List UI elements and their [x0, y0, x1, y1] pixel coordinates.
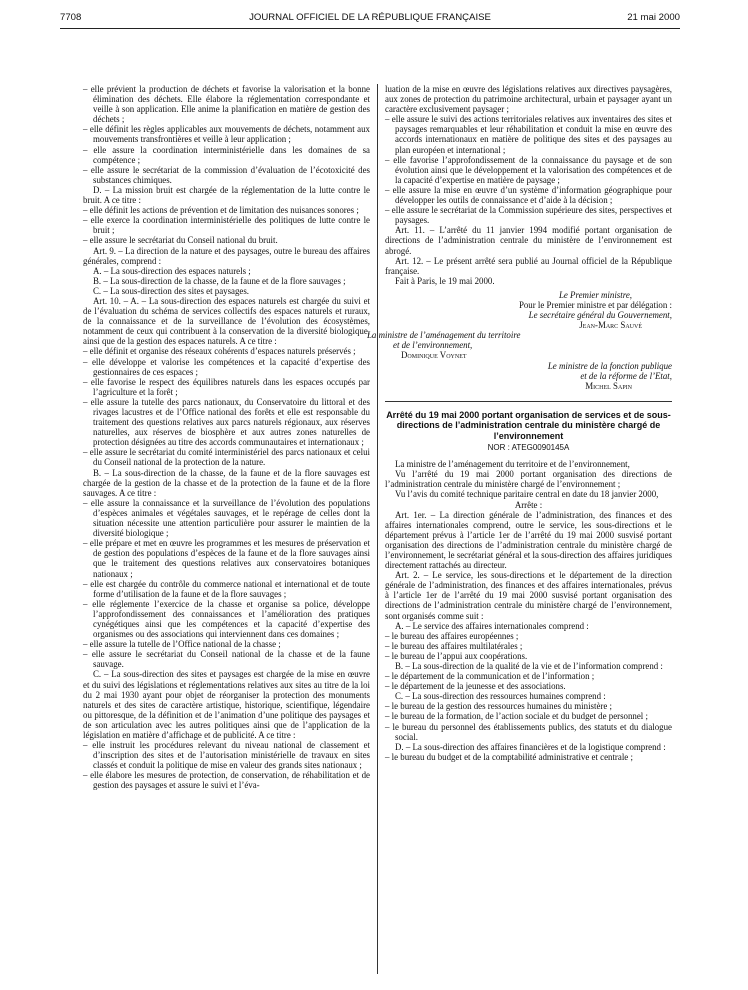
list-item: – elle assure le suivi des actions territoriales relatives aux inventaires des sites et paysages remarquables et leur réhabilitation et conduit la mise en œuvre des accords internationaux en matière de politique des sites et des paysages au plan européen et international ; — [385, 114, 672, 155]
paragraph: Art. 10. – A. – La sous-direction des espaces naturels est chargée du suivi et de l’évaluation du schéma de services collectifs des espaces naturels et ruraux, de la connaissance et de la surveillance de l’évolution des écosystèmes, notamment de ceux qui contribuent à la conservation de la diversité biologique, ainsi que de la gestion des espaces naturels. A ce titre : — [83, 295, 370, 347]
list-item: – elle définit et organise des réseaux cohérents d’espaces naturels préservés ; — [83, 346, 356, 357]
list-item: – elle assure la tutelle de l’Office national de la chasse ; — [83, 639, 281, 650]
signature-fp-title-2: et de la réforme de l’Etat, — [580, 370, 672, 381]
signature-env-name: Dominique Voynet — [401, 350, 467, 361]
header-rule — [60, 28, 680, 29]
column-divider — [377, 84, 378, 974]
paragraph: La ministre de l’aménagement du territoire et de l’environnement, — [395, 459, 630, 470]
list-item: – elle favorise l’approfondissement de la connaissance du paysage et de son évolution ainsi que le développement et la valorisation des compétences et de la capacité d’expertise en matière de paysage ; — [385, 154, 672, 185]
paragraph: C. – La sous-direction des sites et paysages. — [93, 285, 250, 296]
signature-env-title-1: La ministre de l’aménagement du territoire — [367, 330, 521, 341]
list-item: – le bureau des affaires multilatérales ; — [385, 640, 523, 651]
paragraph: A. – La sous-direction des espaces naturels ; — [93, 265, 251, 276]
list-item: – elle définit les règles applicables aux mouvements de déchets, notamment aux mouvements transfrontières et veille à leur application ; — [83, 124, 370, 145]
list-item: – elle prépare et met en œuvre les programmes et les mesures de préservation et de gestion des populations d’espèces de la faune et de la flore sauvages ainsi que le traitement des questions relatives aux conservatoires botaniques nationaux ; — [83, 538, 370, 579]
list-item: – le bureau des affaires européennes ; — [385, 630, 519, 641]
signature-sg-title: Le secrétaire général du Gouvernement, — [528, 310, 672, 321]
list-item: – elle réglemente l’exercice de la chasse et organise sa police, développe l’approfondissement des connaissances et l’amélioration des pratiques cynégétiques ainsi que les compétences et la capacité d’expertise des organismes ou des associations qui interviennent dans ces domaines ; — [83, 598, 370, 640]
signature-sg-name: Jean-Marc Sauvé — [579, 320, 642, 331]
section-rule — [385, 401, 672, 402]
list-item: – elle assure la mise en œuvre d’un système d’information géographique pour développer les outils de connaissance et d’aide à la décision ; — [385, 184, 672, 206]
list-item: – elle développe et valorise les compétences et la capacité d’expertise des gestionnaires de ces espaces ; — [83, 356, 370, 377]
paragraph: C. – La sous-direction des ressources humaines comprend : — [395, 691, 606, 702]
list-item: – le bureau de la gestion des ressources humaines du ministère ; — [385, 701, 612, 712]
paragraph: A. – Le service des affaires internationales comprend : — [395, 620, 589, 631]
paragraph: Vu l’avis du comité technique paritaire central en date du 18 janvier 2000, — [395, 489, 659, 500]
right-column-text-2 — [385, 459, 672, 762]
paragraph: B. – La sous-direction de la chasse, de la faune et de la flore sauvages ; — [93, 275, 346, 286]
right-column — [367, 84, 672, 974]
paragraph: D. – La sous-direction des affaires financières et de la logistique comprend : — [395, 741, 666, 752]
list-item: – elle assure le secrétariat de la commission d’évaluation de l’écotoxicité des substances chimiques. — [83, 164, 370, 185]
left-column — [83, 84, 370, 974]
paragraph: Art. 12. – Le présent arrêté sera publié au Journal officiel de la République française. — [385, 255, 672, 276]
signature-pm-delegation: Pour le Premier ministre et par délégation : — [518, 299, 672, 310]
paragraph: Art. 9. – La direction de la nature et des paysages, outre le bureau des affaires générales, comprend : — [83, 245, 370, 266]
journal-title: JOURNAL OFFICIEL DE LA RÉPUBLIQUE FRANÇAISE — [249, 12, 491, 23]
page-header — [60, 12, 680, 26]
list-item: – elle assure la tutelle des parcs nationaux, du Conservatoire du littoral et des rivages lacustres et de l’Office national des forêts et elle est responsable du traitement des questions relatives aux parcs naturels régionaux, aux réserves naturelles, aux réserves de biosphère et aux autres zones naturelles de protection désignées au titre des accords communautaires et internationaux ; — [83, 396, 370, 448]
signature-fp-title-1: Le ministre de la fonction publique — [547, 360, 672, 371]
paragraph: Art. 1er. – La direction générale de l’administration, des finances et des affaires internationales comprend, outre le service, les sous-directions et le département prévus à l’article 1er de l’arrêté du 19 mai 2000 susvisé portant organisation des directions de l’administration centrale du ministère chargé de l’environnement, le secrétariat général et la sous-direction des affaires juridiques directement rattachés au directeur. — [385, 509, 672, 571]
nor-reference: NOR : ATEG0090145A — [487, 443, 570, 453]
paragraph: B. – La sous-direction de la chasse, de la faune et de la flore sauvages est chargée de la gestion de la chasse et de la protection de la faune et de la flore sauvages. A ce titre : — [83, 467, 370, 498]
list-item: – elle exerce la coordination interministérielle des politiques de lutte contre le bruit ; — [83, 215, 370, 236]
list-item: – elle instruit les procédures relevant du niveau national de classement et d’inscription des sites et de l’autorisation ministérielle de travaux en sites classés et conduit la politique de mise en valeur des grands sites nationaux ; — [83, 740, 370, 771]
list-item: – elle favorise le respect des équilibres naturels dans les espaces occupés par l’agriculture et la forêt ; — [83, 376, 370, 397]
list-item: – elle assure le secrétariat du comité interministériel des parcs nationaux et celui du Conseil national de la protection de la nature. — [83, 447, 370, 468]
list-item: – elle élabore les mesures de protection, de conservation, de réhabilitation et de gestion des paysages et assure le suivi et l’éva- — [83, 770, 370, 791]
paragraph: Art. 2. – Le service, les sous-directions et le département de la direction générale de l’administration, des finances et des affaires internationales, prévus à l’article 1er de l’arrêté du 19 mai 2000 susvisé portant organisation des directions de l’administration centrale du ministère chargé de l’environnement, sont organisés comme suit : — [385, 570, 672, 621]
paragraph: Arrête : — [514, 499, 543, 510]
list-item: – le bureau de l’appui aux coopérations. — [385, 650, 528, 661]
page-number: 7708 — [60, 12, 82, 23]
list-item: – elle assure la connaissance et la surveillance de l’évolution des populations d’espèces animales et végétales sauvages, et le repérage de celles dont la situation nécessite une attention particulière pour assurer le maintien de la diversité biologique ; — [83, 497, 370, 539]
signature-env-title-2: et de l’environnement, — [393, 340, 473, 351]
list-item: – le département de la jeunesse et des associations. — [385, 681, 566, 692]
list-item: – elle définit les actions de prévention et de limitation des nuisances sonores ; — [83, 205, 359, 216]
paragraph: Fait à Paris, le 19 mai 2000. — [395, 275, 495, 286]
paragraph: B. – La sous-direction de la qualité de la vie et de l’information comprend : — [395, 661, 663, 671]
signature-pm-title: Le Premier ministre, — [558, 289, 632, 300]
arrete-title: Arrêté du 19 mai 2000 portant organisation de services et de sous-directions de l’administration centrale du ministère chargé de l’environnement — [386, 409, 671, 441]
list-item: – le département de la communication et de l’information ; — [385, 671, 595, 682]
signature-fp-name: Michel Sapin — [585, 380, 632, 391]
list-item: – elle assure le secrétariat du Conseil national de la chasse et de la faune sauvage. — [83, 649, 370, 670]
paragraph: D. – La mission bruit est chargée de la réglementation de la lutte contre le bruit. A ce titre : — [83, 184, 370, 206]
paragraph: Vu l’arrêté du 19 mai 2000 portant organisation des directions de l’administration centrale du ministère chargé de l’environnement ; — [385, 469, 672, 490]
list-item: – le bureau du budget et de la comptabilité administrative et centrale ; — [385, 751, 633, 762]
issue-date: 21 mai 2000 — [627, 12, 680, 23]
list-item: – elle assure la coordination interministérielle dans les domaines de sa compétence ; — [83, 144, 370, 165]
list-item: – elle assure le secrétariat du Conseil national du bruit. — [83, 235, 278, 246]
paragraph: luation de la mise en œuvre des législations relatives aux directives paysagères, aux zones de protection du patrimoine architectural, urbain et paysager ayant un caractère exclusivement paysager ; — [385, 84, 672, 115]
list-item: – elle est chargée du contrôle du commerce national et international et de toute forme d’utilisation de la faune et de la flore sauvages ; — [83, 578, 370, 599]
right-column-text — [385, 84, 672, 286]
list-item: – le bureau de la formation, de l’action sociale et du budget de personnel ; — [385, 711, 648, 722]
list-item: – elle assure le secrétariat de la Commission supérieure des sites, perspectives et paysages. — [385, 205, 672, 226]
paragraph: Art. 11. – L’arrêté du 11 janvier 1994 modifié portant organisation de directions de l’administration centrale du ministère de l’environnement est abrogé. — [385, 225, 672, 256]
list-item: – elle prévient la production de déchets et favorise la valorisation et la bonne élimination des déchets. Elle élabore la réglementation correspondante et veille à son application. Elle anime la planification en matière de gestion des déchets ; — [83, 84, 370, 125]
paragraph: C. – La sous-direction des sites et paysages est chargée de la mise en œuvre et du suivi des législations et réglementations relatives aux sites au titre de la loi du 2 mai 1930 ayant pour objet de réorganiser la protection des monuments naturels et des sites de caractère artistique, historique, scientifique, légendaire ou pittoresque, de la définition et de l’animation d’une politique des paysages et de son articulation avec les autres politiques ainsi que de l’application de la législation en matière d’affichage et de publicité. A ce titre : — [83, 669, 370, 740]
list-item: – le bureau du personnel des établissements publics, des statuts et du dialogue social. — [385, 721, 672, 742]
